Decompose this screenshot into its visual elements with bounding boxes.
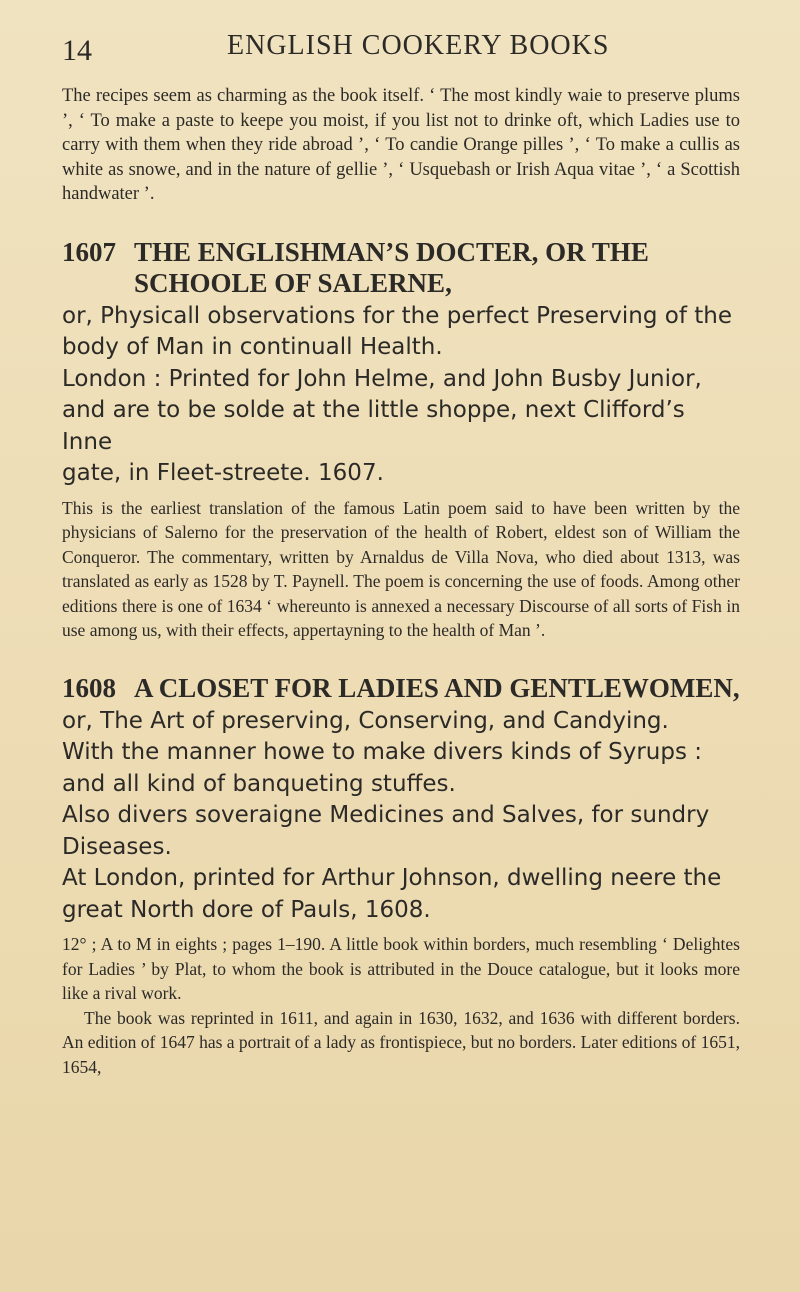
bibliography-entry-1608 (62, 673, 740, 1080)
bibliography-entry-1607 (62, 237, 740, 643)
title-line: London : Printed for John Helme, and John Busby Junior, (62, 365, 702, 392)
entry-notes (62, 496, 740, 643)
note-paragraph: The book was reprinted in 1611, and again in 1630, 1632, and 1636 with different borders. An edition of 1647 has a portrait of a lady as frontispiece, but no borders. Later editions of 1651, 1654, (62, 1007, 740, 1077)
note-paragraph: 12° ; A to M in eights ; pages 1–190. A little book within borders, much resembling ‘ Delightes for Ladies ’ by Plat, to whom the book is attributed in the Douce catalogue, but it looks more like a rival work. (62, 934, 740, 1003)
entry-heading-line: A CLOSET FOR LADIES AND GENTLEWOMEN, (134, 672, 740, 703)
page-header (0, 26, 800, 66)
entry-title-transcription (62, 301, 740, 490)
page-number: 14 (62, 34, 92, 67)
intro-paragraph: The recipes seem as charming as the book itself. ‘ The most kindly waie to preserve plums ’, ‘ To make a paste to keepe you moist, if you list not to drinke oft, which Ladies use to carry with them when they ride abroad ’, ‘ To candie Orange pilles ’, ‘ To make a cullis as white as snowe, and in the nature of gellie ’, ‘ Usquebash or Irish Aqua vitae ’, ‘ a Scottish handwater ’. (62, 86, 740, 204)
entry-heading (62, 237, 740, 299)
entry-year: 1608 (62, 672, 116, 703)
running-head: ENGLISH COOKERY BOOKS (227, 30, 610, 61)
title-line: and are to be solde at the little shoppe, next Clifford’s Inne (62, 397, 685, 455)
title-line: With the manner howe to make divers kinds of Syrups : (62, 739, 702, 765)
title-line: or, Physicall observations for the perfect Preserving of the (62, 302, 733, 329)
title-line: At London, printed for Arthur Johnson, dwelling neere the (62, 865, 722, 891)
title-line: Diseases. (62, 833, 172, 860)
entry-heading (62, 673, 740, 704)
entry-title-transcription (62, 706, 740, 927)
title-line: Also divers soveraigne Medicines and Salves, for sundry (62, 802, 710, 828)
note-paragraph: This is the earliest translation of the famous Latin poem said to have been written by the physicians of Salerno for the preservation of the health of Robert, eldest son of William the Conqueror. The commentary, written by Arnaldus de Villa Nova, who died about 1313, was translated as early as 1528 by T. Paynell. The poem is concerning the use of foods. Among other editions there is one of 1634 ‘ whereunto is annexed a necessary Discourse of all sorts of Fish in use among us, with their effects, appertayning to the health of Man ’. (62, 497, 740, 640)
entry-heading-line: SCHOOLE OF SALERNE, (134, 267, 452, 298)
title-line: great North dore of Pauls, 1608. (62, 896, 431, 923)
entry-notes (62, 932, 740, 1079)
entry-year: 1607 (62, 236, 116, 267)
title-line: gate, in Fleet-streete. 1607. (62, 460, 384, 486)
title-line: and all kind of banqueting stuffes. (62, 770, 456, 797)
title-line: or, The Art of preserving, Conserving, and Candying. (62, 707, 669, 734)
entry-heading-line: THE ENGLISHMAN’S DOCTER, OR THE (134, 236, 649, 267)
title-line: body of Man in continuall Health. (62, 334, 443, 360)
page-body (62, 84, 740, 1079)
